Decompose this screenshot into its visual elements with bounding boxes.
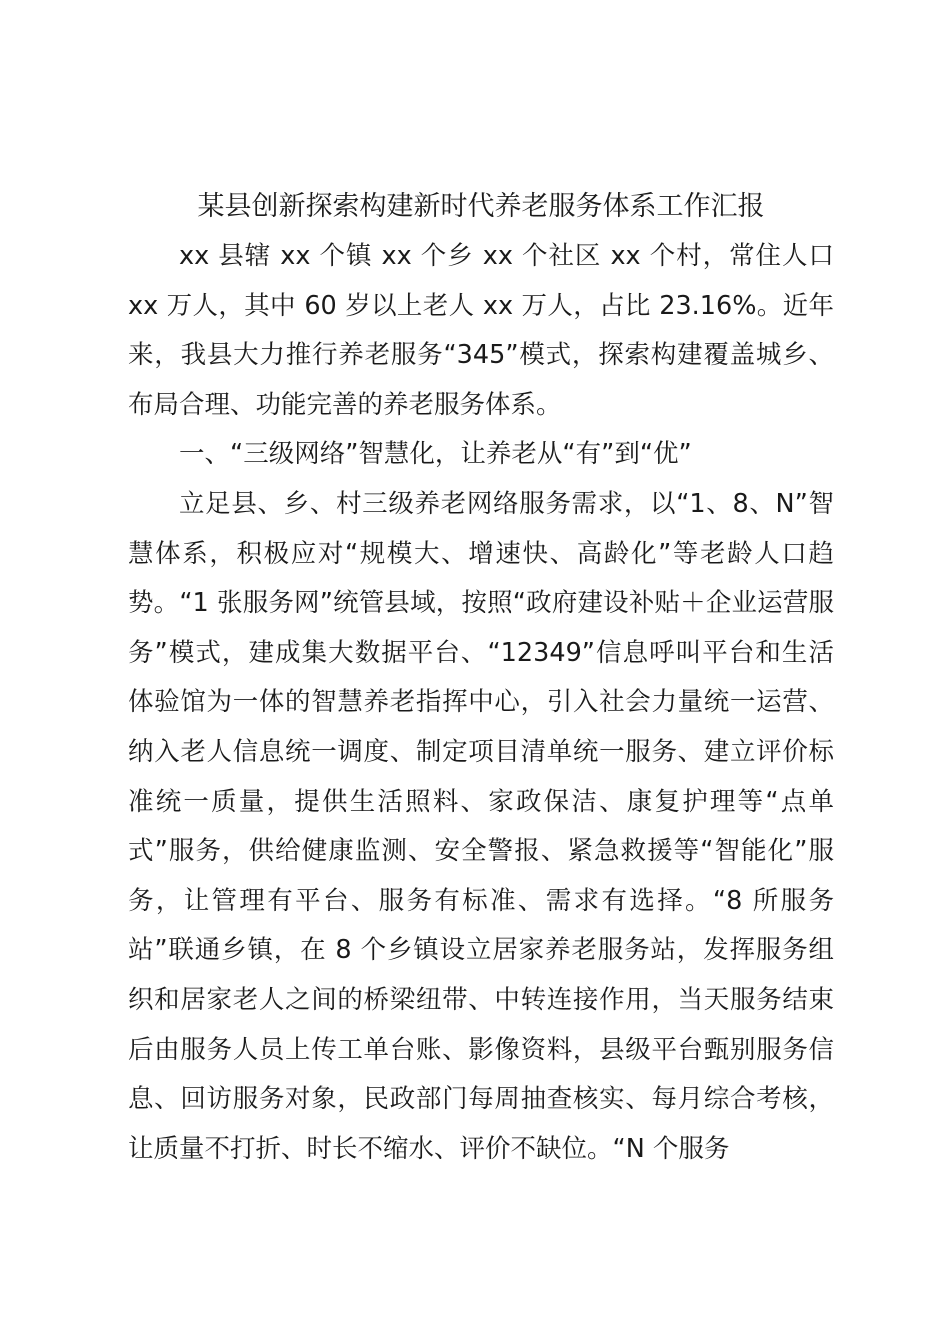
intro-paragraph: xx 县辖 xx 个镇 xx 个乡 xx 个社区 xx 个村，常住人口 xx 万人，其中 60 岁以上老人 xx 万人，占比 23.16%。近年来，我县大力推行养老服务“345”模式，探索构建覆盖城乡、布局合理、功能完善的养老服务体系。 xyxy=(128,241,834,420)
document-body xyxy=(128,232,834,1174)
document-title: 某县创新探索构建新时代养老服务体系工作汇报 xyxy=(197,191,765,222)
section-1-paragraph: 立足县、乡、村三级养老网络服务需求，以“1、8、N”智慧体系，积极应对“规模大、增速快、高龄化”等老龄人口趋势。“1 张服务网”统管县域，按照“政府建设补贴＋企业运营服务”模式，建成集大数据平台、“12349”信息呼叫平台和生活体验馆为一体的智慧养老指挥中心，引入社会力量统一运营、纳入老人信息统一调度、制定项目清单统一服务、建立评价标准统一质量，提供生活照料、家政保洁、康复护理等“点单式”服务，供给健康监测、安全警报、紧急救援等“智能化”服务，让管理有平台、服务有标准、需求有选择。“8 所服务站”联通乡镇，在 8 个乡镇设立居家养老服务站，发挥服务组织和居家老人之间的桥梁纽带、中转连接作用，当天服务结束后由服务人员上传工单台账、影像资料，县级平台甄别服务信息、回访服务对象，民政部门每周抽查核实、每月综合考核，让质量不打折、时长不缩水、评价不缺位。“N 个服务 xyxy=(128,488,834,1164)
section-1-heading: 一、“三级网络”智慧化，让养老从“有”到“优” xyxy=(179,439,692,470)
